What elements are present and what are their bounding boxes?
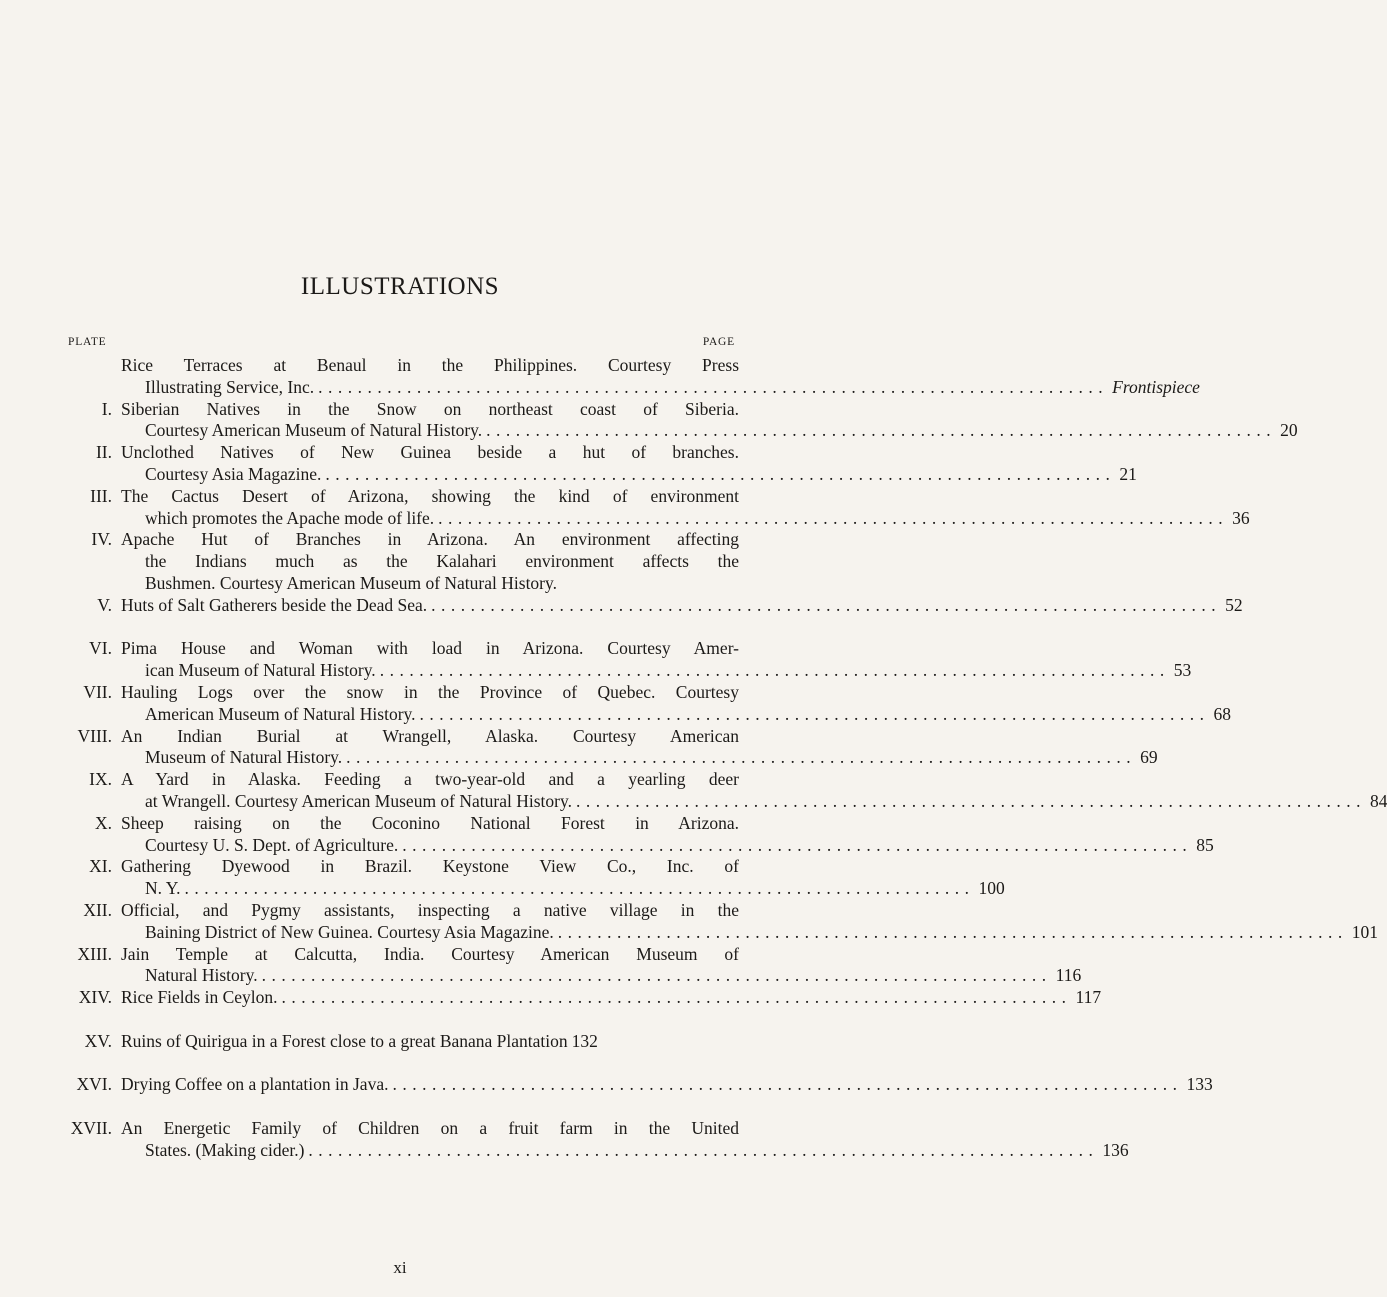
- caption-line: Courtesy Asia Magazine.: [145, 463, 322, 484]
- plate-number: VIII.: [77, 725, 112, 746]
- list-item: [0, 1117, 1129, 1162]
- plate-number: IV.: [91, 529, 112, 550]
- illustration-caption: [121, 398, 1298, 443]
- dot-leader: ................................................................................: [392, 1074, 1183, 1095]
- plate-number: VI.: [89, 638, 112, 659]
- page-number: 20: [1280, 420, 1298, 441]
- list-item: [0, 812, 1214, 857]
- caption-line: which promotes the Apache mode of life.: [145, 507, 435, 528]
- plate-number: III.: [90, 485, 112, 506]
- caption-line: Baining District of New Guinea. Courtesy Asia Magazine.: [145, 921, 554, 942]
- caption-line: the Indians much as the Kalahari environment affects the: [145, 551, 739, 572]
- page-number: 85: [1196, 834, 1214, 855]
- illustrations-list: [0, 355, 1387, 1161]
- caption-line: Courtesy U. S. Dept. of Agriculture.: [145, 834, 399, 855]
- dot-leader: ................................................................................: [575, 790, 1366, 811]
- caption-line: Sheep raising on the Coconino National Forest in Arizona.: [121, 812, 739, 833]
- illustration-caption: [121, 529, 739, 594]
- plate-number: XVII.: [70, 1117, 112, 1138]
- page-number: 36: [1232, 507, 1250, 528]
- list-item: [0, 1031, 800, 1075]
- caption-line: Drying Coffee on a plantation in Java.: [121, 1074, 389, 1095]
- illustration-caption: [121, 899, 1378, 944]
- page-number: 52: [1225, 594, 1243, 615]
- illustration-caption: [121, 725, 1158, 770]
- caption-line: Huts of Salt Gatherers beside the Dead Sea.: [121, 594, 428, 615]
- page-number: 68: [1213, 703, 1232, 724]
- caption-line: Hauling Logs over the snow in the Province of Quebec. Courtesy: [121, 681, 739, 702]
- dot-leader: ................................................................................: [486, 420, 1277, 441]
- list-item: [0, 398, 1298, 443]
- caption-line: Bushmen. Courtesy American Museum of Natural History.: [145, 572, 557, 593]
- plate-number: VII.: [83, 681, 112, 702]
- list-item: [0, 485, 1250, 530]
- list-item: [0, 987, 1102, 1031]
- illustration-caption: [121, 1074, 1213, 1096]
- page-number: 116: [1055, 965, 1082, 986]
- caption-line: A Yard in Alaska. Feeding a two-year-old and a yearling deer: [121, 769, 739, 790]
- dot-leader: ................................................................................: [346, 747, 1137, 768]
- page-number: 133: [1186, 1074, 1213, 1095]
- page-title: ILLUSTRATIONS: [300, 273, 500, 300]
- illustration-caption: [121, 1031, 739, 1053]
- dot-leader: ................................................................................: [557, 921, 1348, 942]
- list-item: [0, 355, 1200, 399]
- illustration-caption: [121, 1117, 1129, 1162]
- plate-number: XIV.: [78, 987, 112, 1008]
- dot-leader: ................................................................................: [438, 507, 1229, 528]
- page-number: 132: [571, 1030, 598, 1051]
- list-item: [0, 594, 1243, 639]
- illustration-caption: [121, 442, 1137, 486]
- illustration-caption: [121, 812, 1214, 857]
- page-number: 69: [1140, 747, 1158, 768]
- dot-leader: ................................................................................: [184, 878, 975, 899]
- dot-leader: ................................................................................: [431, 594, 1222, 615]
- plate-number: IX.: [89, 769, 112, 790]
- plate-number: XVI.: [76, 1074, 112, 1095]
- illustration-caption: [121, 638, 1192, 682]
- dot-leader: ................................................................................: [379, 660, 1170, 681]
- illustration-caption: [121, 943, 1082, 988]
- caption-line: at Wrangell. Courtesy American Museum of Natural History.: [145, 790, 572, 811]
- caption-line: Natural History.: [145, 965, 258, 986]
- list-item: [0, 681, 1232, 726]
- list-item: [0, 856, 1005, 900]
- caption-line: The Cactus Desert of Arizona, showing the kind of environment: [121, 485, 739, 506]
- caption-line: Rice Fields in Ceylon.: [121, 987, 278, 1008]
- list-item: [0, 1074, 1213, 1118]
- caption-line: N. Y.: [145, 878, 181, 899]
- list-item: [0, 529, 800, 594]
- list-item: [0, 442, 1137, 486]
- plate-number: XII.: [83, 899, 112, 920]
- plate-number: XV.: [84, 1030, 112, 1051]
- illustration-caption: [121, 987, 1102, 1009]
- list-item: [0, 638, 1192, 682]
- caption-line: Rice Terraces at Benaul in the Philippines. Courtesy Press: [121, 355, 739, 375]
- page-number: 84: [1369, 790, 1387, 811]
- caption-line: Gathering Dyewood in Brazil. Keystone View Co., Inc. of: [121, 856, 739, 877]
- page-number: 100: [978, 878, 1005, 899]
- caption-line: ican Museum of Natural History.: [145, 660, 376, 681]
- plate-number: I.: [101, 398, 112, 419]
- illustration-caption: [121, 355, 1200, 399]
- caption-line: Official, and Pygmy assistants, inspecting a native village in the: [121, 899, 739, 920]
- caption-line: An Indian Burial at Wrangell, Alaska. Courtesy American: [121, 725, 739, 746]
- list-item: [0, 769, 1387, 813]
- illustration-caption: [121, 856, 1005, 900]
- plate-number: XIII.: [77, 943, 112, 964]
- page-number: 101: [1351, 921, 1378, 942]
- caption-line: States. (Making cider.): [145, 1139, 305, 1160]
- page-number-footer: xi: [393, 1258, 407, 1277]
- page-number: 117: [1075, 987, 1102, 1008]
- caption-line: Jain Temple at Calcutta, India. Courtesy American Museum of: [121, 943, 739, 964]
- illustration-caption: [121, 769, 1387, 813]
- caption-line: Museum of Natural History.: [145, 747, 343, 768]
- list-item: [0, 725, 1158, 770]
- list-item: [0, 899, 1378, 944]
- caption-line: Apache Hut of Branches in Arizona. An environment affecting: [121, 529, 739, 550]
- illustration-caption: [121, 681, 1232, 726]
- caption-line: Pima House and Woman with load in Arizona. Courtesy Amer-: [121, 638, 739, 659]
- page-number: 21: [1119, 463, 1137, 484]
- plate-column-header: PLATE: [68, 336, 107, 348]
- caption-line: Courtesy American Museum of Natural History.: [145, 420, 483, 441]
- plate-number: XI.: [89, 856, 112, 877]
- list-item: [0, 943, 1082, 988]
- caption-line: Siberian Natives in the Snow on northeast coast of Siberia.: [121, 398, 739, 419]
- caption-line: Illustrating Service, Inc.: [145, 376, 315, 397]
- plate-number: X.: [94, 812, 112, 833]
- dot-leader: ................................................................................: [419, 703, 1210, 724]
- dot-leader: ................................................................................: [261, 965, 1052, 986]
- dot-leader: ................................................................................: [325, 463, 1116, 484]
- caption-line: Ruins of Quirigua in a Forest close to a great Banana Plantation: [121, 1030, 568, 1051]
- dot-leader: ................................................................................: [281, 987, 1072, 1008]
- plate-number: V.: [97, 594, 112, 615]
- dot-leader: ................................................................................: [308, 1139, 1099, 1160]
- page-number: 53: [1173, 660, 1192, 681]
- dot-leader: ................................................................................: [402, 834, 1193, 855]
- page-column-header: PAGE: [702, 336, 735, 348]
- illustration-caption: [121, 485, 1250, 530]
- dot-leader: ................................................................................: [318, 376, 1109, 397]
- page-number: 136: [1102, 1139, 1129, 1160]
- illustration-caption: [121, 594, 1243, 617]
- page-number: Frontispiece: [1112, 376, 1200, 397]
- plate-number: II.: [95, 442, 112, 463]
- caption-line: An Energetic Family of Children on a fruit farm in the United: [121, 1117, 739, 1138]
- caption-line: American Museum of Natural History.: [145, 703, 416, 724]
- caption-line: Unclothed Natives of New Guinea beside a hut of branches.: [121, 442, 739, 463]
